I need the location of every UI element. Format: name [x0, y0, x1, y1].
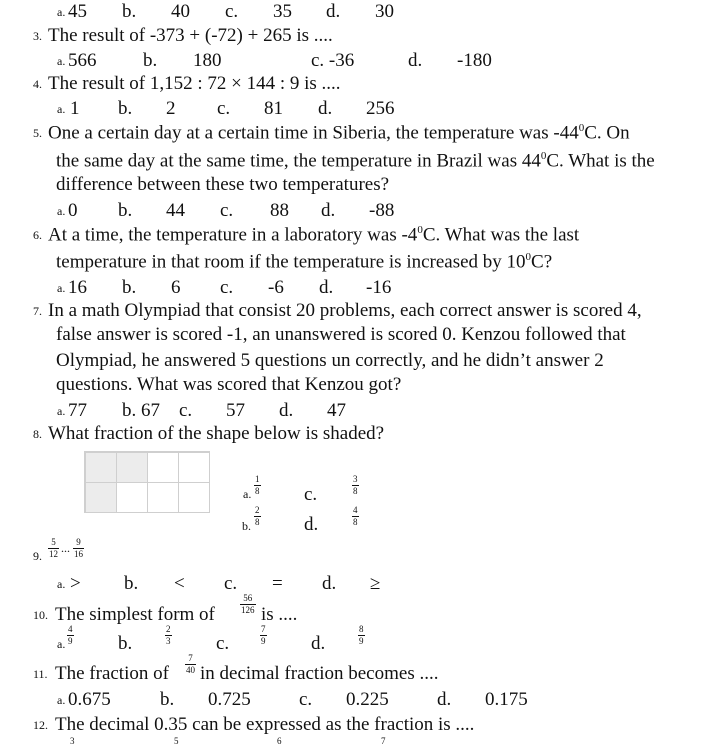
q2-opt-d: 30 [375, 1, 394, 22]
q2-opt-b: 40 [171, 1, 190, 22]
denominator: 8 [353, 517, 358, 527]
q9-fraction-2 [73, 538, 84, 559]
q6-degree-1: 0 [417, 224, 423, 236]
q2-opt-a: 45 [68, 1, 87, 22]
q5-line-1-end: C. On [584, 122, 630, 144]
q6-line-2-end: C? [531, 251, 553, 273]
q6-opt-b-label: b. [122, 277, 137, 298]
q11-fraction [185, 654, 196, 675]
q4-opt-b-label: b. [118, 98, 133, 119]
numerator: 1 [255, 474, 260, 484]
q5-line-1 [48, 123, 630, 142]
shape-cell [116, 452, 148, 483]
q4-opt-c-label: c. [217, 98, 231, 119]
q10-opt-a-fraction [67, 625, 74, 646]
q11-text-post: in decimal fraction becomes .... [200, 663, 439, 684]
q10-opt-d-label: d. [311, 633, 326, 654]
q12-text: The decimal 0.35 can be expressed as the fraction is .... [55, 714, 475, 735]
q8-text: What fraction of the shape below is shaded? [48, 423, 385, 444]
q6-opt-a-label: a. [57, 281, 66, 295]
q11-number: 11. [33, 667, 48, 681]
q10-opt-c-label: c. [216, 633, 230, 654]
q10-text-post: is .... [261, 604, 298, 625]
numerator: 9 [76, 537, 81, 547]
q7-line-1: In a math Olympiad that consist 20 problems, each correct answer is scored 4, [48, 300, 642, 321]
q6-opt-c-label: c. [220, 277, 234, 298]
q9-opt-b-label: b. [124, 573, 139, 594]
q8-opt-a-label: a. [243, 487, 252, 501]
q9-opt-a-label: a. [57, 577, 66, 591]
numerator: 2 [255, 505, 260, 515]
q7-opt-c: 57 [226, 400, 245, 421]
q11-opt-d: 0.175 [485, 689, 528, 710]
q11-opt-a: 0.675 [68, 689, 111, 710]
q7-opt-a-label: a. [57, 404, 66, 418]
q9-opt-a: > [70, 573, 81, 594]
q6-line-1-text: At a time, the temperature in a laboratory was -4 [48, 224, 418, 246]
q8-opt-d-fraction [352, 506, 359, 527]
q5-opt-c-label: c. [220, 200, 234, 221]
q10-text-pre: The simplest form of [55, 604, 215, 625]
q8-opt-c-fraction [352, 475, 359, 496]
q12-opt-a-numerator: 3 [70, 736, 75, 746]
q8-number: 8. [33, 427, 42, 441]
q2-opt-a-label: a. [57, 5, 66, 19]
q5-opt-b-label: b. [118, 200, 133, 221]
q3-opt-a: 566 [68, 50, 97, 71]
q2-opt-b-label: b. [122, 1, 137, 22]
q5-opt-b: 44 [166, 200, 185, 221]
shape-cell [116, 482, 148, 513]
q4-text: The result of 1,152 : 72 × 144 : 9 is .... [48, 73, 341, 94]
q4-opt-d: 256 [366, 98, 395, 119]
q5-opt-c: 88 [270, 200, 289, 221]
q7-line-3: Olympiad, he answered 5 questions un correctly, and he didn’t answer 2 [56, 350, 604, 371]
numerator: 3 [353, 474, 358, 484]
q8-shaded-shape [84, 451, 210, 513]
q7-opt-a: 77 [68, 400, 87, 421]
q9-opt-c: = [272, 573, 283, 594]
q5-opt-a-label: a. [57, 204, 66, 218]
q10-number: 10. [33, 608, 48, 622]
q6-degree-2: 0 [525, 251, 532, 263]
q4-number: 4. [33, 77, 42, 91]
numerator: 5 [51, 537, 56, 547]
q5-opt-d: -88 [369, 200, 395, 221]
q7-number: 7. [33, 304, 42, 318]
shape-cell [85, 452, 117, 483]
q8-opt-d-label: d. [304, 514, 319, 535]
denominator: 12 [49, 549, 58, 559]
q8-opt-b-fraction [254, 506, 261, 527]
numerator: 8 [359, 624, 364, 634]
q4-opt-a: 1 [70, 98, 80, 119]
q5-number: 5. [33, 126, 42, 140]
numerator: 2 [166, 624, 171, 634]
numerator: 56 [243, 593, 253, 603]
shape-cell [85, 482, 117, 513]
denominator: 126 [241, 605, 255, 615]
q3-opt-d: -180 [457, 50, 492, 71]
shape-cell [147, 482, 179, 513]
q10-opt-b-label: b. [118, 633, 133, 654]
q11-opt-a-label: a. [57, 693, 66, 707]
denominator: 3 [166, 636, 171, 646]
q4-opt-b: 2 [166, 98, 176, 119]
q12-number: 12. [33, 718, 48, 732]
q8-opt-b-label: b. [242, 519, 251, 533]
q7-opt-b: b. 67 [122, 400, 160, 421]
shape-cell [178, 482, 210, 513]
q7-opt-d: 47 [327, 400, 346, 421]
q8-opt-a-fraction [254, 475, 261, 496]
q6-opt-d-label: d. [319, 277, 334, 298]
denominator: 8 [255, 486, 260, 496]
q12-opt-c-numerator: 6 [277, 736, 282, 746]
q4-opt-d-label: d. [318, 98, 333, 119]
q12-opt-d-numerator: 7 [381, 736, 386, 746]
shape-cell [178, 452, 210, 483]
q7-line-4: questions. What was scored that Kenzou got? [56, 374, 402, 395]
denominator: 9 [261, 636, 266, 646]
q4-opt-a-label: a. [57, 102, 66, 116]
q6-line-2-text: temperature in that room if the temperature is increased by 10 [56, 251, 526, 273]
q10-fraction [240, 594, 256, 615]
q9-opt-b: < [174, 573, 185, 594]
q6-line-1 [48, 225, 579, 244]
q12-opt-b-numerator: 5 [174, 736, 179, 746]
q11-opt-c: 0.225 [346, 689, 389, 710]
q6-opt-d: -16 [366, 277, 392, 298]
shape-cell [147, 452, 179, 483]
denominator: 16 [74, 549, 83, 559]
q10-opt-a-label: a. [57, 637, 66, 651]
q5-line-2-text: the same day at the same time, the temperature in Brazil was 44 [56, 150, 541, 172]
q3-number: 3. [33, 29, 42, 43]
q6-line-1-end: C. What was the last [422, 224, 580, 246]
q2-opt-d-label: d. [326, 1, 341, 22]
denominator: 40 [186, 665, 195, 675]
q7-line-2: false answer is scored -1, an unanswered is scored 0. Kenzou followed that [56, 324, 626, 345]
q3-opt-b: 180 [193, 50, 222, 71]
q11-opt-b: 0.725 [208, 689, 251, 710]
numerator: 7 [261, 624, 266, 634]
q5-degree-1: 0 [578, 122, 585, 134]
denominator: 8 [353, 486, 358, 496]
q3-opt-b-label: b. [143, 50, 158, 71]
numerator: 4 [68, 624, 73, 634]
q9-dots: ... [61, 541, 70, 555]
q9-opt-d-label: d. [322, 573, 337, 594]
q6-opt-c: -6 [268, 277, 284, 298]
q6-number: 6. [33, 228, 42, 242]
q5-degree-2: 0 [540, 150, 547, 162]
q5-opt-d-label: d. [321, 200, 336, 221]
q2-opt-c-label: c. [225, 1, 239, 22]
q6-opt-a: 16 [68, 277, 87, 298]
q3-opt-d-label: d. [408, 50, 423, 71]
q11-opt-b-label: b. [160, 689, 175, 710]
q5-line-3: difference between these two temperatures? [56, 174, 390, 195]
q10-opt-b-fraction [165, 625, 172, 646]
q3-opt-c: c. -36 [311, 50, 355, 71]
denominator: 9 [68, 636, 73, 646]
q4-opt-c: 81 [264, 98, 283, 119]
q5-line-2 [56, 151, 655, 170]
q7-opt-d-label: d. [279, 400, 294, 421]
q11-opt-c-label: c. [299, 689, 313, 710]
q6-opt-b: 6 [171, 277, 181, 298]
q9-number: 9. [33, 549, 42, 563]
q2-opt-c: 35 [273, 1, 292, 22]
numerator: 7 [188, 653, 193, 663]
q6-line-2 [56, 252, 552, 271]
q5-line-2-end: C. What is the [546, 150, 655, 172]
denominator: 8 [255, 517, 260, 527]
q7-opt-c-label: c. [179, 400, 193, 421]
q9-opt-d: ≥ [370, 573, 381, 594]
q11-opt-d-label: d. [437, 689, 452, 710]
q11-text-pre: The fraction of [55, 663, 169, 684]
denominator: 9 [359, 636, 364, 646]
q3-text: The result of -373 + (-72) + 265 is .... [48, 25, 333, 46]
q10-opt-c-fraction [260, 625, 267, 646]
q9-opt-c-label: c. [224, 573, 238, 594]
q5-opt-a: 0 [68, 200, 78, 221]
q8-opt-c-label: c. [304, 484, 318, 505]
q5-line-1-text: One a certain day at a certain time in Siberia, the temperature was -44 [48, 122, 579, 144]
q3-opt-a-label: a. [57, 54, 66, 68]
q10-opt-d-fraction [358, 625, 365, 646]
numerator: 4 [353, 505, 358, 515]
q9-fraction-1 [48, 538, 59, 559]
